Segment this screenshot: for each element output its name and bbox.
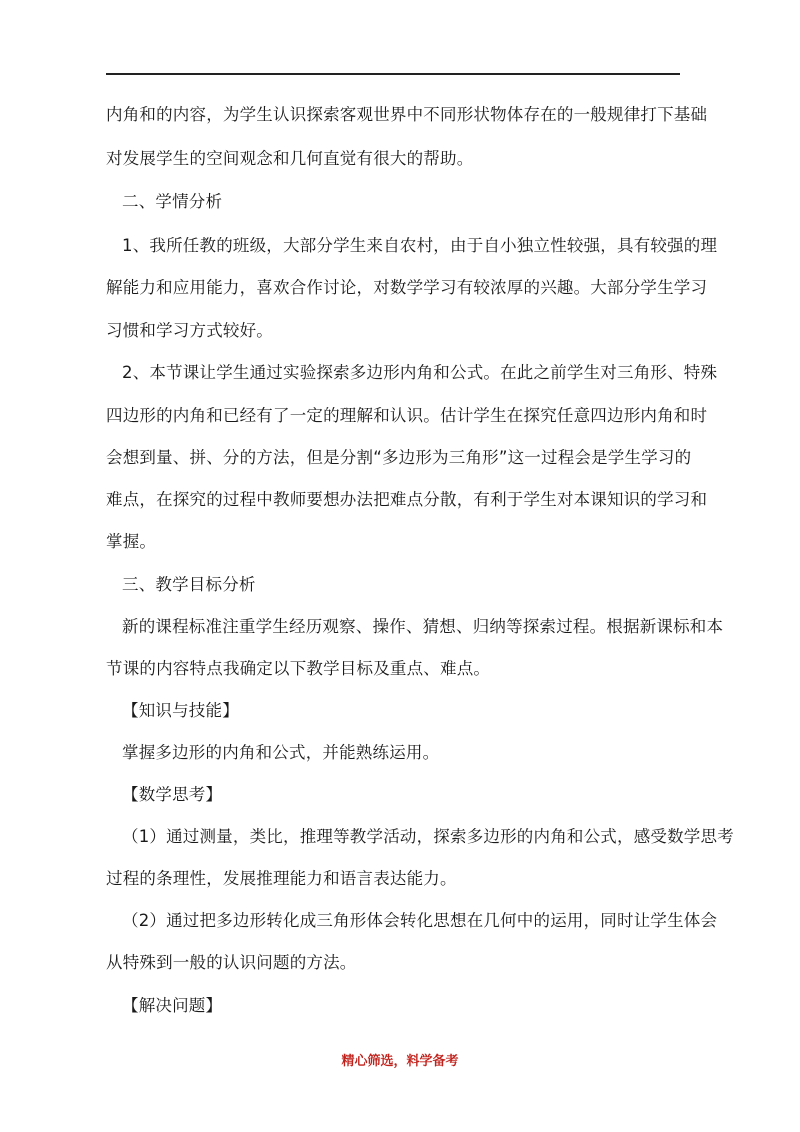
paragraph-line: 会想到量、拼、分的方法，但是分割“多边形为三角形”这一过程会是学生学习的 <box>106 448 692 467</box>
subsection-heading: 【数学思考】 <box>122 785 223 804</box>
paragraph-line: 过程的条理性，发展推理能力和语言表达能力。 <box>106 869 457 888</box>
paragraph-line: 难点，在探究的过程中教师要想办法把难点分散，有利于学生对本课知识的学习和 <box>106 490 708 509</box>
paragraph-line: 四边形的内角和已经有了一定的理解和认识。估计学生在探究任意四边形内角和时 <box>106 406 708 425</box>
paragraph-line: 对发展学生的空间观念和几何直觉有很大的帮助。 <box>106 149 474 168</box>
paragraph-line: 解能力和应用能力，喜欢合作讨论，对数学学习有较浓厚的兴趣。大部分学生学习 <box>106 278 708 297</box>
paragraph-line: （1）通过测量，类比，推理等教学活动，探索多边形的内角和公式，感受数学思考 <box>122 827 734 846</box>
paragraph-line: 内角和的内容，为学生认识探索客观世界中不同形状物体存在的一般规律打下基础 <box>106 105 708 124</box>
paragraph-line: 掌握多边形的内角和公式，并能熟练运用。 <box>122 743 440 762</box>
section-heading: 二、学情分析 <box>122 192 223 211</box>
subsection-heading: 【解决问题】 <box>122 996 223 1015</box>
paragraph-line: 掌握。 <box>106 532 157 551</box>
page-footer: 精心筛选，料学备考 <box>341 1054 459 1069</box>
header-rule <box>106 73 680 75</box>
paragraph-line: 从特殊到一般的认识问题的方法。 <box>106 953 357 972</box>
paragraph-line: 习惯和学习方式较好。 <box>106 321 273 340</box>
paragraph-line: 新的课程标准注重学生经历观察、操作、猜想、归纳等探索过程。根据新课标和本 <box>122 617 724 636</box>
paragraph-line: （2）通过把多边形转化成三角形体会转化思想在几何中的运用，同时让学生体会 <box>122 911 718 930</box>
paragraph-line: 1、我所任教的班级，大部分学生来自农村，由于自小独立性较强，具有较强的理 <box>122 236 718 255</box>
subsection-heading: 【知识与技能】 <box>122 701 239 720</box>
section-heading: 三、教学目标分析 <box>122 575 256 594</box>
paragraph-line: 节课的内容特点我确定以下教学目标及重点、难点。 <box>106 659 491 678</box>
paragraph-line: 2、本节课让学生通过实验探索多边形内角和公式。在此之前学生对三角形、特殊 <box>122 363 718 382</box>
